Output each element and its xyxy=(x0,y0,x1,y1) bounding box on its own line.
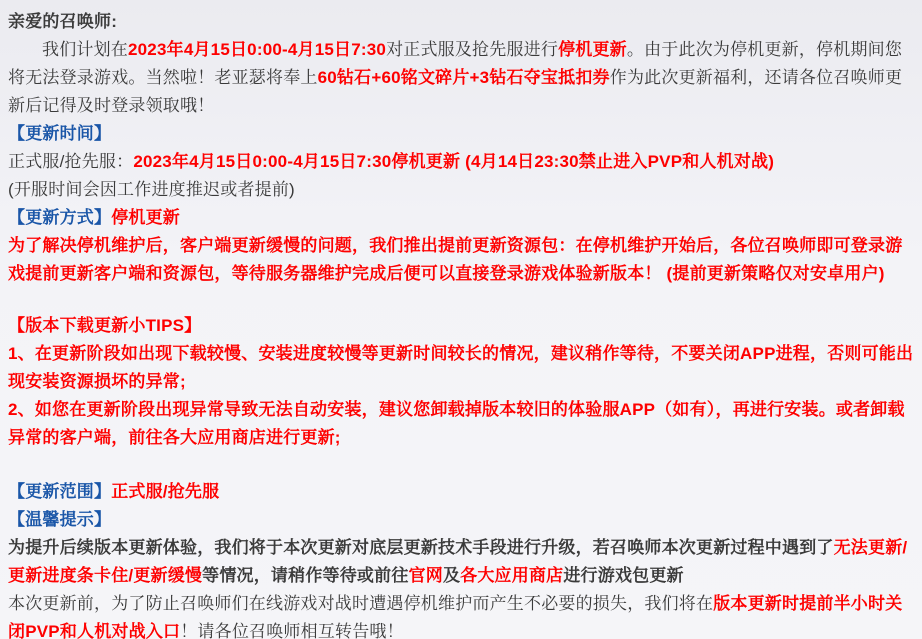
text-segment: 2023年4月15日0:00-4月15日7:30停机更新 (4月14日23:30禁止进入PVP和人机对战) xyxy=(133,152,775,171)
text-segment: 停机更新 xyxy=(111,208,181,227)
text-segment: 各大应用商店 xyxy=(460,566,564,585)
text-segment: 60钻石+60铭文碎片+3钻石夺宝抵扣券 xyxy=(317,68,610,87)
tips-item-2 xyxy=(8,396,914,452)
tips-heading xyxy=(8,312,914,340)
text-segment: 2023年4月15日0:00-4月15日7:30 xyxy=(128,40,387,59)
update-scope-line xyxy=(8,478,914,506)
text-segment: 正式服/抢先服： xyxy=(8,152,134,171)
greeting-line xyxy=(8,8,914,36)
warm-tips-paragraph xyxy=(8,534,914,590)
update-time-detail xyxy=(8,148,914,176)
text-segment: 作为此次更新福利，还请各位召唤师更新后记得及时登录领取哦！ xyxy=(8,68,903,115)
update-method-line xyxy=(8,204,914,232)
text-segment: 【更新范围】 xyxy=(8,482,112,501)
text-segment: 版本更新时提前半小时关闭PVP和人机对战入口 xyxy=(8,594,903,639)
text-segment: 进行游戏包更新 xyxy=(563,566,684,585)
text-segment: 停机更新 xyxy=(558,40,627,59)
text-segment: (开服时间会因工作进度推迟或者提前) xyxy=(8,180,295,199)
blank-line xyxy=(8,452,914,478)
text-segment: 【版本下载更新小TIPS】 xyxy=(8,316,202,335)
text-segment: 官网 xyxy=(408,566,443,585)
warm-tips-heading xyxy=(8,506,914,534)
text-segment: 正式服/抢先服 xyxy=(111,482,220,501)
text-segment: 亲爱的召唤师: xyxy=(8,12,118,31)
pre-update-paragraph xyxy=(8,232,914,288)
text-segment: 无法更新/更新进度条卡住/更新缓慢 xyxy=(8,538,908,585)
text-segment: 2、如您在更新阶段出现异常导致无法自动安装，建议您卸载掉版本较旧的体验服APP（如有），再进行安装。或者卸载异常的客户端，前往各大应用商店进行更新; xyxy=(8,400,905,447)
server-open-note xyxy=(8,176,914,204)
text-segment: 我们计划在 xyxy=(42,40,128,59)
tips-item-1 xyxy=(8,340,914,396)
text-segment: 【温馨提示】 xyxy=(8,510,112,529)
blank-line xyxy=(8,288,914,312)
intro-paragraph xyxy=(8,36,914,120)
closing-paragraph xyxy=(8,590,914,639)
text-segment: 对正式服及抢先服进行 xyxy=(386,40,559,59)
text-segment: 为了解决停机维护后，客户端更新缓慢的问题，我们推出提前更新资源包：在停机维护开始后，各位召唤师即可登录游戏提前更新客户端和资源包，等待服务器维护完成后便可以直接登录游戏体验新版本！ (提前更新策略仅对安卓用户) xyxy=(8,236,903,283)
text-segment: 【更新时间】 xyxy=(8,124,112,143)
text-segment: 1、在更新阶段如出现下载较慢、安装进度较慢等更新时间较长的情况，建议稍作等待，不要关闭APP进程，否则可能出现安装资源损坏的异常; xyxy=(8,344,914,391)
update-time-heading xyxy=(8,120,914,148)
text-segment: 为提升后续版本更新体验，我们将于本次更新对底层更新技术手段进行升级，若召唤师本次更新过程中遇到了 xyxy=(8,538,834,557)
text-segment: 本次更新前，为了防止召唤师们在线游戏对战时遭遇停机维护而产生不必要的损失，我们将在 xyxy=(8,594,714,613)
text-segment: 【更新方式】 xyxy=(8,208,112,227)
text-segment: 等情况，请稍作等待或前往 xyxy=(202,566,409,585)
text-segment: 及 xyxy=(442,566,461,585)
text-segment: ！请各位召唤师相互转告哦！ xyxy=(180,622,404,639)
text-segment: 。由于此次为停机更新，停机期间您将无法登录游戏。当然啦！老亚瑟将奉上 xyxy=(8,40,903,87)
